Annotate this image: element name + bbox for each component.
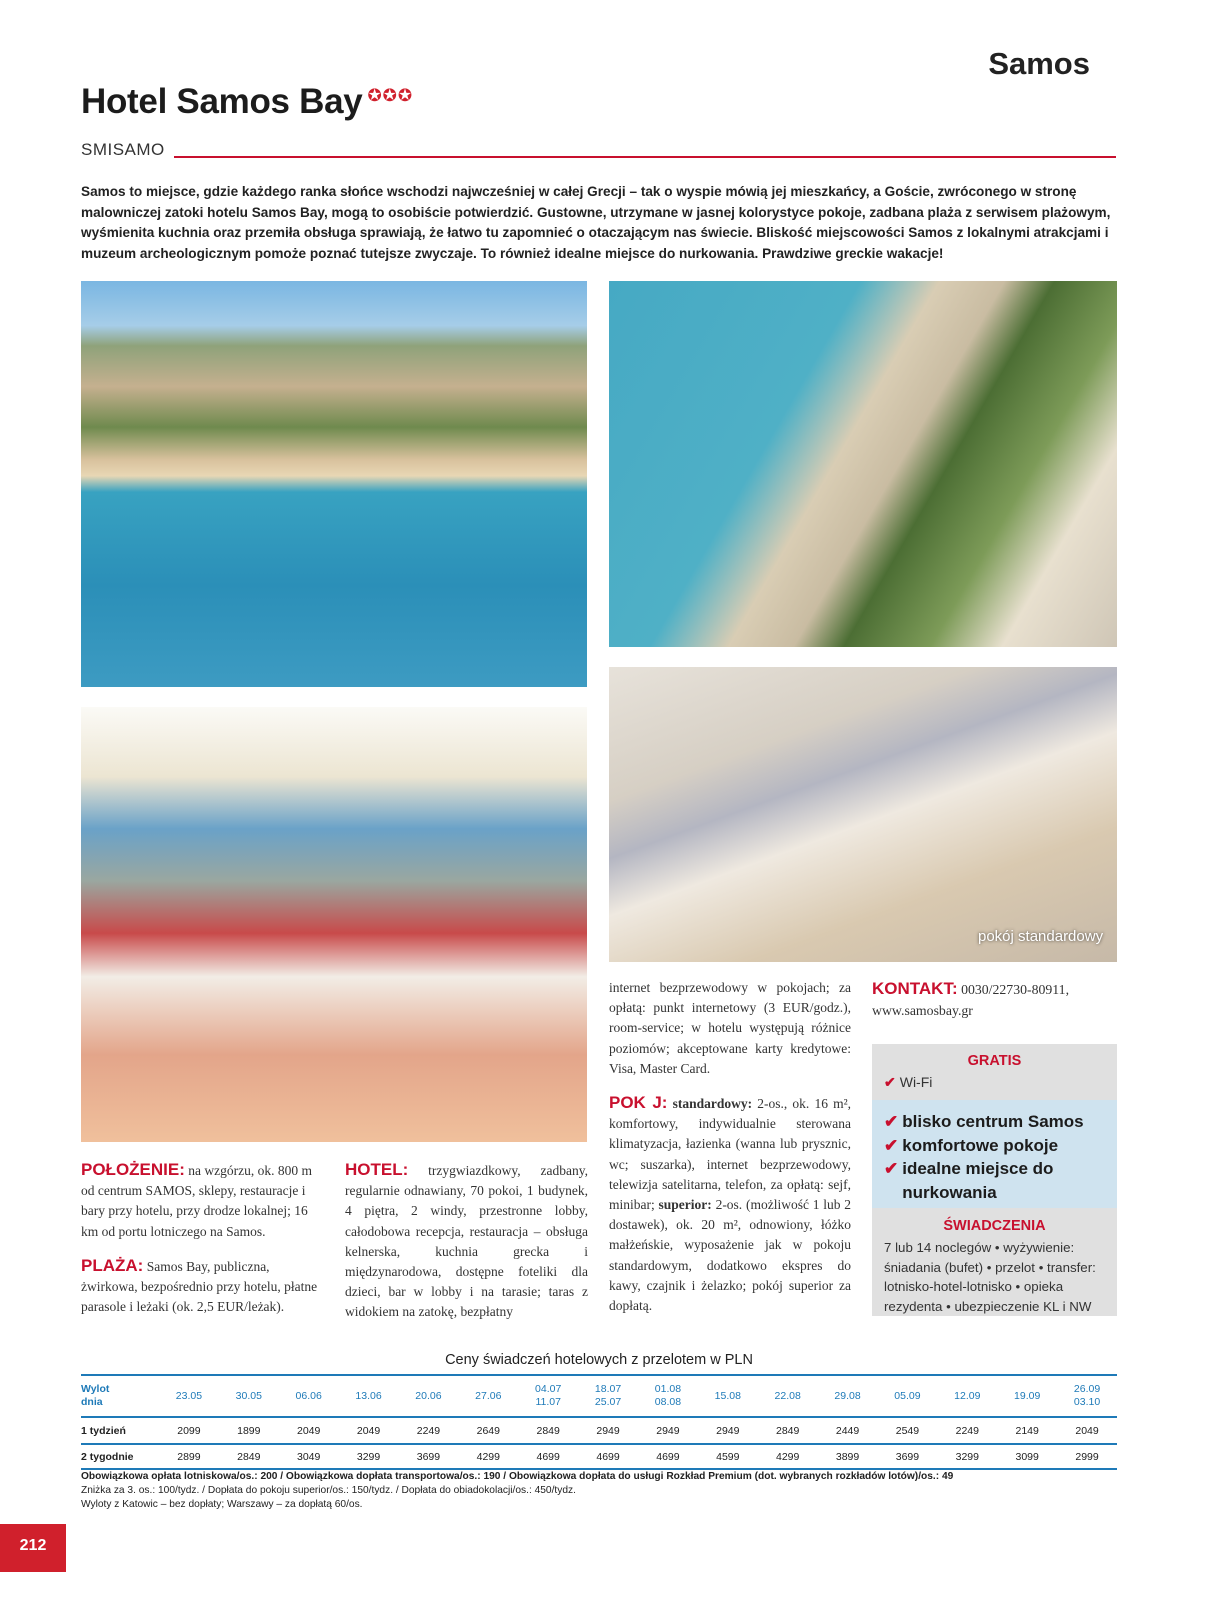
gratis-title: GRATIS [967,1053,1022,1069]
departure-label: Wylot dnia [81,1375,159,1417]
hotel-title: Hotel Samos Bay [81,82,363,121]
page-number-badge [0,1524,66,1572]
price-cell: 2049 [1057,1417,1117,1444]
departure-date: 05.09 [878,1375,938,1417]
price-cell: 4699 [518,1444,578,1469]
departure-date: 29.08 [818,1375,878,1417]
hotel-text: trzygwiazdkowy, zadbany, regularnie odnawiany, 70 pokoi, 1 budynek, 4 piętra, 2 windy, przestronne lobby, całodobowa recepcja, restauracja – obsługa kelnerska, kuchnia grecka i międzynarodowa, dostępne foteliki dla dzieci, bar w lobby i na tarasie; taras z widokiem na zatokę, bezpłatny [345,1163,588,1320]
info-box [872,1044,1117,1316]
price-cell: 2999 [1057,1444,1117,1469]
departure-date: 30.05 [219,1375,279,1417]
price-cell: 2449 [818,1417,878,1444]
price-cell: 3899 [818,1444,878,1469]
location-section [81,1160,326,1242]
departure-date: 23.05 [159,1375,219,1417]
benefit-item: ✔ blisko centrum Samos [884,1112,1084,1131]
bay-panorama-photo [81,281,587,687]
price-header-row [81,1375,1117,1417]
superior-room-text: 2-os. (możliwość 1 lub 2 dostawek), ok. 20 m², odnowiony, łóżko małżeńskie, wyposażenie jak w pokoju standardowym, dodatkowo ekspres do kawy, czajnik i żelazko; pokój superior za dopłatą. [609,1197,852,1314]
price-cell: 4699 [578,1444,638,1469]
rooms-label: POK J: [609,1093,668,1113]
price-cell: 2149 [997,1417,1057,1444]
price-cell: 2849 [219,1444,279,1469]
benefits-panel [872,1100,1117,1208]
rooms-section [609,1093,851,1316]
price-table-title: Ceny świadczeń hotelowych z przelotem w PLN [445,1352,753,1368]
price-cell: 2649 [458,1417,518,1444]
price-row-1-week [81,1417,1117,1444]
location-text: na wzgórzu, ok. 800 m od centrum SAMOS, sklepy, restauracje i bary przy hotelu, przy drodze lokalnej; 16 km od portu lotniczego na Samos. [81,1163,313,1239]
departure-date: 22.08 [758,1375,818,1417]
notes-line-1: Obowiązkowa opłata lotniskowa/os.: 200 / Obowiązkowa dopłata transportowa/os.: 190 / Obowiązkowa dopłata do usługi Rozkład Premium (dot. wybranych rozkładów lotów)/os.: 49 [81,1471,954,1482]
contact-phone: 0030/22730-80911, [961,982,1070,997]
standard-room-label: standardowy: [672,1096,753,1112]
price-cell: 4299 [758,1444,818,1469]
price-cell: 3699 [399,1444,459,1469]
rooms-column [609,978,851,1330]
star-rating-icon: ✪✪✪ [367,86,414,105]
standard-room-text: 2-os., ok. 16 m², komfortowy, indywidualnie sterowana klimatyzacja, łazienka (wanna lub prysznic, wc; suszarka), internet bezprzewodowy, telewizja satelitarna, telefon, za opłatą: sejf, minibar; [609,1096,852,1213]
contact-block [872,978,1117,1021]
services-title: ŚWIADCZENIA [943,1218,1046,1234]
gratis-item [884,1074,932,1091]
room-photo-caption: pokój standardowy [978,928,1104,945]
hotel-title-block [81,82,413,122]
price-cell: 2949 [638,1417,698,1444]
standard-room-photo [609,667,1117,962]
benefit-item: ✔ komfortowe pokoje [884,1135,1059,1155]
benefits-list [884,1110,1102,1204]
price-cell: 2949 [578,1417,638,1444]
price-cell: 3049 [279,1444,339,1469]
page-number: 212 [19,1537,47,1554]
departure-date: 19.09 [997,1375,1057,1417]
benefit-item: ✔ idealne miejsce do nurkowania [884,1159,1054,1202]
departure-date: 04.07 11.07 [518,1375,578,1417]
checkmark-icon: ✔ [884,1112,899,1131]
superior-room-label: superior: [658,1197,712,1213]
contact-website-link[interactable]: www.samosbay.gr [872,1003,973,1018]
checkmark-icon: ✔ [884,1135,899,1155]
departure-date: 06.06 [279,1375,339,1417]
contact-label: KONTAKT: [872,979,958,998]
hotel-code: SMISAMO [81,140,165,159]
beach-section [81,1256,326,1318]
notes-line-3: Wyloty z Katowic – bez dopłaty; Warszawy – za dopłatą 60/os. [81,1499,363,1510]
beach-text: Samos Bay, publiczna, żwirkowa, bezpośrednio przy hotelu, płatne parasole i leżaki (ok. 2,5 EUR/leżak). [81,1258,318,1315]
price-cell: 4599 [698,1444,758,1469]
price-cell: 2949 [698,1417,758,1444]
price-cell: 3699 [878,1444,938,1469]
checkmark-icon: ✔ [884,1159,899,1178]
location-label: POŁOŻENIE: [81,1160,185,1179]
price-cell: 2899 [159,1444,219,1469]
title-divider [174,156,1116,158]
departure-date: 27.06 [458,1375,518,1417]
price-cell: 2049 [339,1417,399,1444]
price-cell: 2249 [399,1417,459,1444]
gratis-item-label: Wi-Fi [899,1074,933,1090]
departure-date: 12.09 [937,1375,997,1417]
location-column [81,1160,326,1331]
checkmark-icon: ✔ [884,1074,896,1090]
intro-paragraph: Samos to miejsce, gdzie każdego ranka słońce wschodzi najwcześniej w całej Grecji – tak o wyspie mówią jej mieszkańcy, a Goście, zwróconego w stronę malowniczej zatoki hotelu Samos Bay, mogą to osobiście potwierdzić. Gustowne, utrzymane w jasnej kolorystyce pokoje, zadbana plaża z serwisem plażowym, wyśmienita kuchnia oraz przemiła obsługa sprawiają, że łatwo tu zapomnieć o otaczającym nas świecie. Bliskość miejscowości Samos z lokalnymi atrakcjami i muzeum archeologicznym pomoże poznać tutejsze zwyczaje. To również idealne miejsce do nurkowania. Prawdziwe greckie wakacje! [81,184,1111,261]
price-cell: 4699 [638,1444,698,1469]
departure-date: 18.07 25.07 [578,1375,638,1417]
departure-date: 01.08 08.08 [638,1375,698,1417]
price-notes [81,1470,1117,1512]
row-label: 2 tygodnie [81,1444,159,1469]
services-panel [872,1208,1117,1316]
departure-date: 13.06 [339,1375,399,1417]
beach-label: PLAŻA: [81,1255,144,1275]
price-cell: 3299 [937,1444,997,1469]
gratis-panel [872,1044,1117,1100]
hotel-column [345,1160,588,1323]
departure-date: 15.08 [698,1375,758,1417]
price-cell: 2849 [518,1417,578,1444]
notes-line-2: Zniżka za 3. os.: 100/tydz. / Dopłata do pokoju superior/os.: 150/tydz. / Dopłata do obiadokolacji/os.: 450/tydz. [81,1485,576,1496]
row-label: 1 tydzień [81,1417,159,1444]
price-cell: 2249 [937,1417,997,1444]
price-row-2-weeks [81,1444,1117,1469]
price-cell: 3299 [339,1444,399,1469]
price-cell: 3099 [997,1444,1057,1469]
price-cell: 2099 [159,1417,219,1444]
region-title: Samos [988,46,1090,81]
price-cell: 1899 [219,1417,279,1444]
price-cell: 2849 [758,1417,818,1444]
price-cell: 2549 [878,1417,938,1444]
departure-date: 20.06 [399,1375,459,1417]
beach-photo [609,281,1117,647]
price-table [81,1374,1117,1470]
hotel-label: HOTEL: [345,1160,409,1179]
departure-date: 26.09 03.10 [1057,1375,1117,1417]
hotel-text-continued: internet bezprzewodowy w pokojach; za opłatą: punkt internetowy (3 EUR/godz.), room-service; w hotelu występują różnice poziomów; akceptowane karty kredytowe: Visa, Master Card. [609,980,851,1076]
terrace-restaurant-photo [81,707,587,1142]
services-text: 7 lub 14 noclegów • wyżywienie: śniadania (bufet) • przelot • transfer: lotnisko-hotel-lotnisko • opieka rezydenta • ubezpieczenie KL i NW [884,1240,1096,1314]
price-cell: 2049 [279,1417,339,1444]
price-cell: 4299 [458,1444,518,1469]
